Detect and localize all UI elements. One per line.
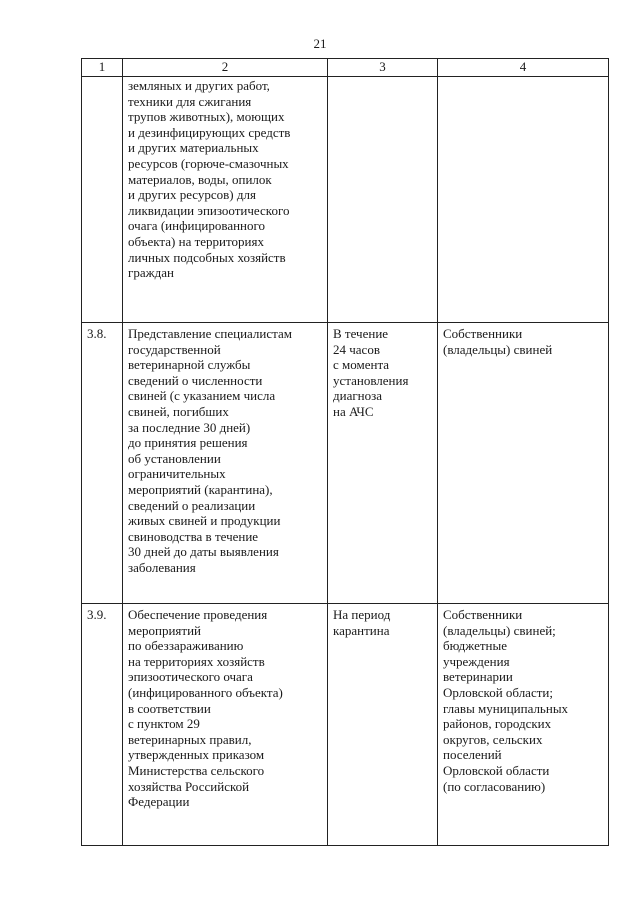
- responsible-cell: Собственники (владельцы) свиней: [438, 323, 609, 604]
- deadline-cell: На период карантина: [328, 604, 438, 846]
- row-number: 3.8.: [82, 323, 123, 604]
- measures-table: [81, 58, 609, 846]
- measure-cell: Представление специалистам государственной ветеринарной службы сведений о численности свиней (с указанием числа свиней, погибших за последние 30 дней) до принятия решения об установлении ограничительных мероприятий (карантина), сведений о реализации живых свиней и продукции свиноводства в течение 30 дней до даты выявления заболевания: [123, 323, 328, 604]
- responsible-cell: Собственники (владельцы) свиней; бюджетные учреждения ветеринарии Орловской области; главы муниципальных районов, городских округов, сельских поселений Орловской области (по согласованию): [438, 604, 609, 846]
- responsible-cell: [438, 77, 609, 323]
- measure-cell: земляных и других работ, техники для сжигания трупов животных), моющих и дезинфицирующих средств и других материальных ресурсов (горюче-смазочных материалов, воды, опилок и других ресурсов) для ликвидации эпизоотического очага (инфицированного объекта) на территориях личных подсобных хозяйств граждан: [123, 77, 328, 323]
- table-row-3-8: [82, 323, 609, 604]
- page-number: 21: [313, 36, 327, 51]
- table-header-row: [82, 59, 609, 77]
- measure-cell: Обеспечение проведения мероприятий по обеззараживанию на территориях хозяйств эпизоотического очага (инфицированного объекта) в соответствии с пунктом 29 ветеринарных правил, утвержденных приказом Министерства сельского хозяйства Российской Федерации: [123, 604, 328, 846]
- column-header-4: 4: [438, 59, 609, 77]
- deadline-cell: В течение 24 часов с момента установления диагноза на АЧС: [328, 323, 438, 604]
- column-header-3: 3: [328, 59, 438, 77]
- row-number: [82, 77, 123, 323]
- table-row-continuation: [82, 77, 609, 323]
- column-header-2: 2: [123, 59, 328, 77]
- row-number: 3.9.: [82, 604, 123, 846]
- table-row-3-9: [82, 604, 609, 846]
- column-header-1: 1: [82, 59, 123, 77]
- deadline-cell: [328, 77, 438, 323]
